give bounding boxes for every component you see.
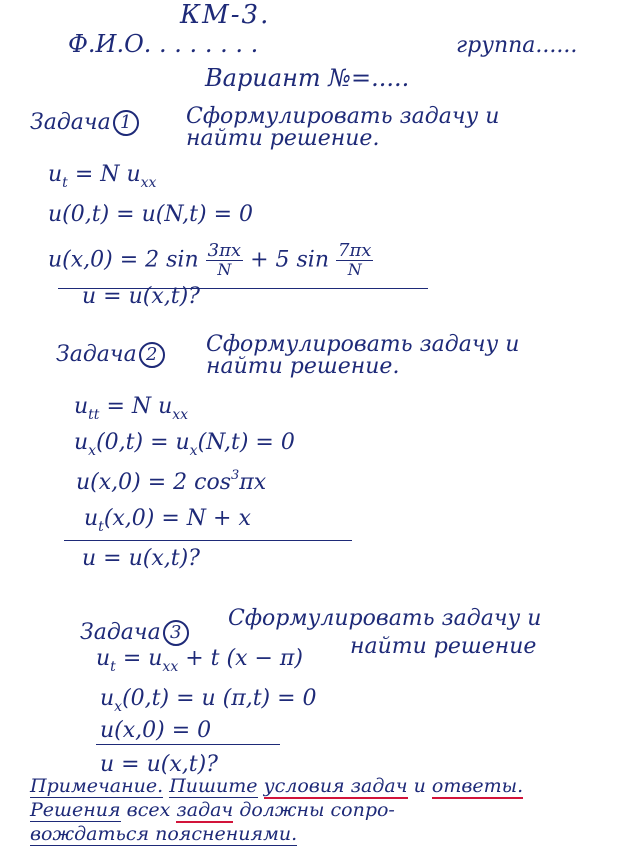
note-word: Решения [30,799,121,821]
eq-text: πx [239,470,267,495]
task1-text-line2: найти решение. [186,126,380,151]
fraction [336,242,373,279]
eq-subscript: t [110,659,116,675]
note-block [30,774,523,846]
task3-question: u = u(x,t)? [100,752,218,777]
task1-equation [48,162,156,191]
task1-boundary: u(0,t) = u(N,t) = 0 [48,202,254,227]
divider-line [64,540,352,541]
task2-question: u = u(x,t)? [82,546,200,571]
note-label: Примечание. [30,775,164,797]
task1-initial [48,242,373,279]
task2-initial-2 [84,506,251,535]
note-word: всех [126,799,171,821]
fraction-numerator: 7πx [338,240,372,261]
eq-subscript: x [114,699,123,715]
eq-text: = N u [106,394,173,419]
eq-subscript: t [98,519,104,535]
task3-heading [80,620,189,646]
eq-symbol: u [74,394,89,419]
eq-symbol: u [48,162,63,187]
task3-equation [96,646,303,675]
sheet-title: КМ-3. [180,0,271,30]
task3-label: Задача [80,620,161,645]
eq-subscript: tt [88,407,100,423]
eq-subscript: xx [162,659,179,675]
note-word: должны сопро- [239,799,395,821]
variant-field: Вариант №=..... [205,64,410,92]
task2-equation [74,394,188,423]
fio-field: Ф.И.О. . . . . . . . [68,30,259,58]
fraction [206,242,243,279]
task1-label: Задача [30,110,111,135]
task2-label: Задача [56,342,137,367]
note-word: и [413,775,426,797]
eq-text: (N,t) = 0 [197,430,295,455]
fraction-denominator: N [217,260,232,279]
task1-question: u = u(x,t)? [82,284,200,309]
fraction-denominator: N [347,260,362,279]
note-highlight: условия задач [263,775,408,797]
eq-subscript: x [88,443,97,459]
divider-line [96,744,280,745]
task1-text [186,106,499,150]
task2-boundary [74,430,295,459]
task3-initial: u(x,0) = 0 [100,718,212,743]
task1-heading [30,110,139,136]
eq-text: = u [122,646,163,671]
eq-subscript: t [62,175,68,191]
task3-text-line1: Сформулировать задачу и [228,606,542,631]
task2-heading [56,342,165,368]
note-highlight: ответы. [431,775,524,797]
note-highlight: задач [176,799,234,821]
task3-number: 3 [163,620,189,646]
group-field: группа...... [456,33,578,58]
fraction-numerator: 3πx [207,240,242,261]
task2-text-line1: Сформулировать задачу и [206,332,520,357]
eq-text: u(x,0) = 2 cos [76,470,231,495]
note-word: Пишите [169,775,258,797]
eq-symbol: u [96,646,111,671]
task3-text-line2: найти решение [350,634,537,659]
task2-text [206,334,519,378]
task3-boundary [100,686,317,715]
eq-text: (x,0) = N + x [103,506,251,531]
note-line: вождаться пояснениями. [30,823,298,845]
eq-text: u(x,0) = 2 sin [48,247,199,273]
task2-number: 2 [139,342,165,368]
eq-symbol: u [74,430,89,455]
task2-initial-1 [76,468,266,495]
task2-text-line2: найти решение. [206,354,400,379]
eq-symbol: u [100,686,115,711]
eq-text: + t (x − π) [185,646,303,671]
eq-text: + 5 sin [250,247,329,273]
eq-subscript: xx [172,407,189,423]
task1-number: 1 [113,110,139,136]
eq-text: (0,t) = u [96,430,190,455]
eq-text: (0,t) = u (π,t) = 0 [122,686,317,711]
eq-superscript: 3 [231,468,240,483]
eq-subscript: x [189,443,198,459]
task1-text-line1: Сформулировать задачу и [186,104,500,129]
eq-text: = N u [74,162,141,187]
eq-subscript: xx [140,175,157,191]
eq-symbol: u [84,506,99,531]
